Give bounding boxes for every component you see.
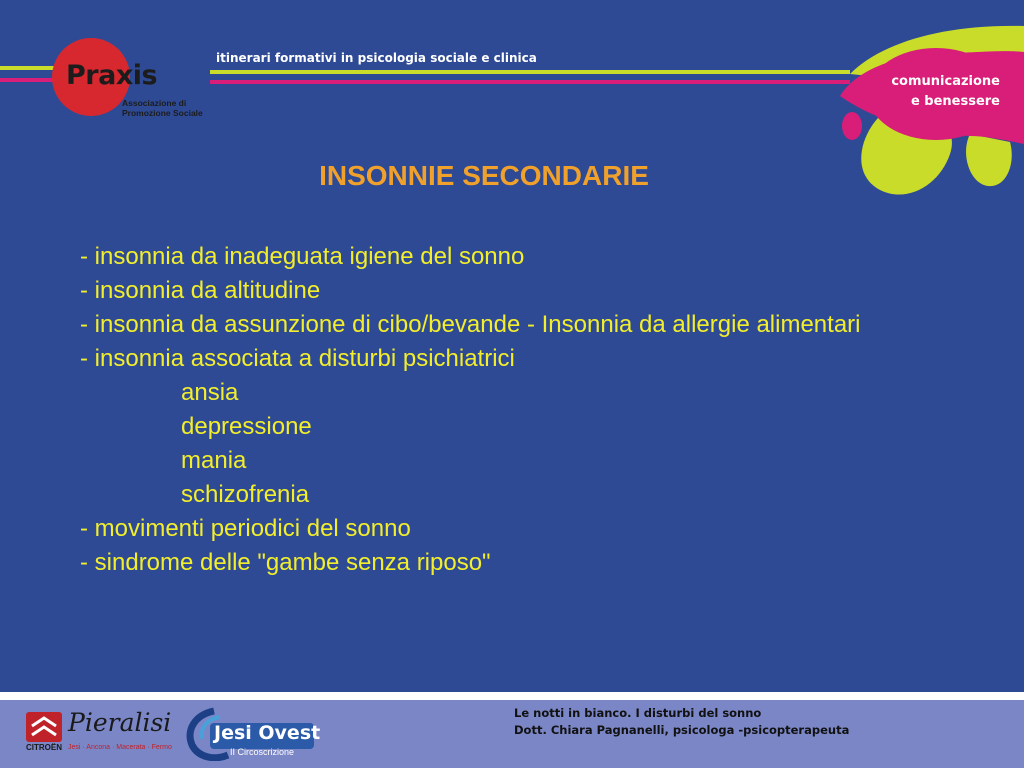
comunicazione-badge bbox=[862, 72, 1000, 112]
list-item: - insonnia da assunzione di cibo/bevande - Insonnia da allergie alimentari bbox=[80, 311, 861, 338]
badge-line-1: comunicazione bbox=[891, 74, 1000, 89]
jesi-ovest-subtitle: II Circoscrizione bbox=[230, 747, 295, 757]
list-item: - insonnia da altitudine bbox=[80, 277, 321, 304]
pieralisi-subtitle: Jesi · Ancona · Macerata · Fermo bbox=[68, 744, 172, 751]
list-item: - insonnia associata a disturbi psichiatrici bbox=[80, 345, 515, 372]
citroen-logo-icon bbox=[26, 712, 62, 742]
sub-list-item: schizofrenia bbox=[181, 481, 310, 508]
header-stripe-green bbox=[210, 70, 850, 74]
list-item: - insonnia da inadeguata igiene del sonno bbox=[80, 243, 525, 270]
header-stripe-pink bbox=[0, 78, 60, 82]
sub-list-item: mania bbox=[181, 447, 247, 474]
list-item: - movimenti periodici del sonno bbox=[80, 515, 411, 542]
list-item: - sindrome delle "gambe senza riposo" bbox=[80, 549, 491, 576]
citroen-label: CITROËN bbox=[26, 743, 62, 752]
slide-title: INSONNIE SECONDARIE bbox=[319, 160, 649, 191]
praxis-logo-subtitle: Associazione di Promozione Sociale bbox=[122, 98, 203, 118]
sub-list-item: ansia bbox=[181, 379, 239, 406]
footer-caption-line-1: Le notti in bianco. I disturbi del sonno bbox=[514, 706, 762, 720]
badge-line-2: e benessere bbox=[910, 94, 1000, 109]
footer-caption-line-2: Dott. Chiara Pagnanelli, psicologa -psicopterapeuta bbox=[514, 723, 850, 737]
footer-separator bbox=[0, 692, 1024, 700]
sub-list-item: depressione bbox=[181, 413, 312, 440]
pieralisi-logo: Pieralisi bbox=[68, 708, 172, 737]
header-stripe-green bbox=[0, 66, 60, 70]
header-stripe-pink bbox=[210, 80, 850, 84]
footer-caption bbox=[514, 705, 849, 739]
praxis-logo-word: Praxis bbox=[66, 60, 158, 91]
header-tagline: itinerari formativi in psicologia sociale e clinica bbox=[216, 51, 537, 65]
slide-bullet-list bbox=[80, 240, 960, 580]
jesi-ovest-label: Jesi Ovest bbox=[214, 722, 321, 744]
